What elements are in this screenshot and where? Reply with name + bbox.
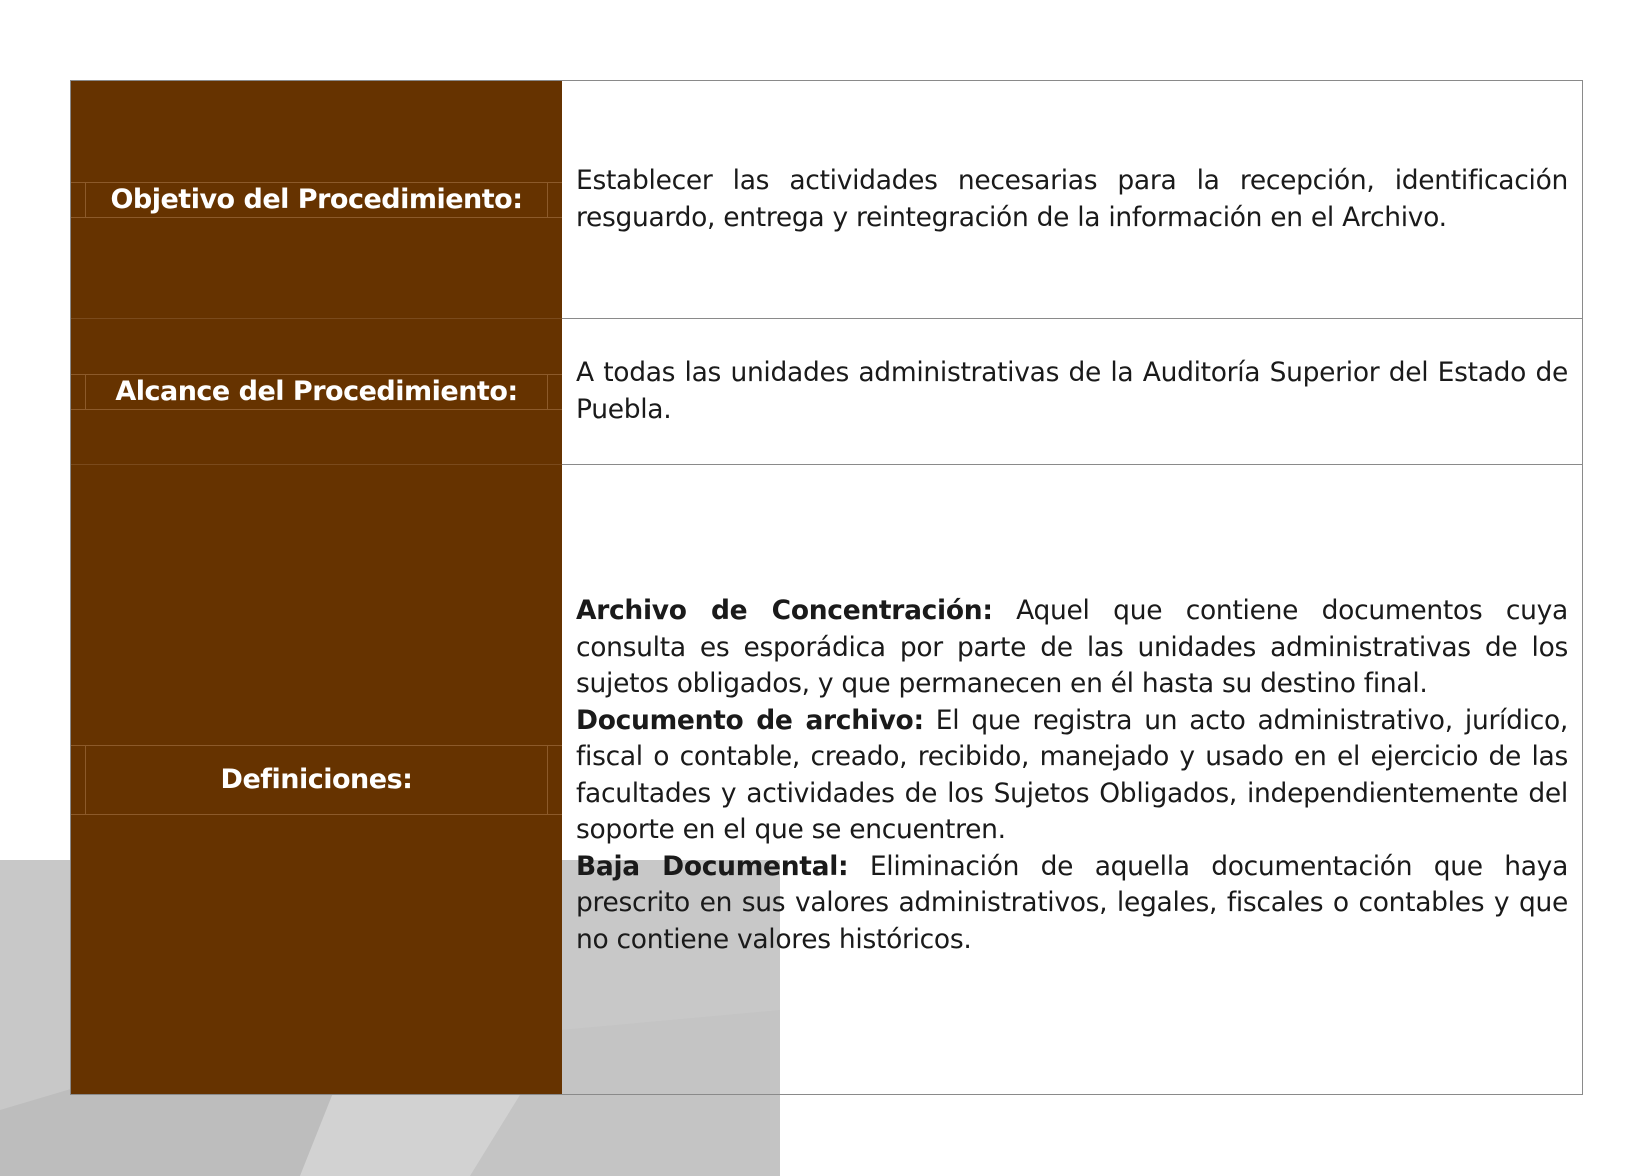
- procedure-table: [70, 80, 1583, 1095]
- definition-term: Documento de archivo:: [576, 704, 924, 736]
- definition-text: Aquel que contiene documentos cuya consulta es esporádica por parte de las unidades administrativas de los sujetos obligados, y que permanecen en él hasta su destino final.: [576, 595, 1568, 699]
- objetivo-text: Establecer las actividades necesarias para la recepción, identificación resguardo, entrega y reintegración de la información en el Archivo.: [576, 165, 1568, 233]
- definition-term: Archivo de Concentración:: [576, 595, 993, 626]
- definition-item: [576, 593, 1568, 703]
- content-cell-alcance: [562, 319, 1582, 465]
- content-cell-objetivo: [562, 81, 1582, 319]
- definition-item: [576, 703, 1568, 849]
- content-cell-definiciones: [562, 465, 1582, 1094]
- label-band: [71, 374, 562, 410]
- label-cell-definiciones: [71, 465, 562, 1094]
- label-objetivo: Objetivo del Procedimiento:: [110, 184, 523, 215]
- label-definiciones: Definiciones:: [220, 764, 413, 795]
- label-alcance: Alcance del Procedimiento:: [115, 376, 518, 407]
- label-cell-objetivo: [71, 81, 562, 319]
- definitions-list: [576, 593, 1568, 958]
- definition-text: Eliminación de aquella documentación que haya prescrito en sus valores administrativos, legales, fiscales o contables y que no contiene valores históricos.: [576, 850, 1569, 955]
- alcance-text: A todas las unidades administrativas de la Auditoría Superior del Estado de Puebla.: [576, 357, 1568, 425]
- label-cell-alcance: [71, 319, 562, 465]
- definition-term: Baja Documental:: [576, 850, 849, 882]
- label-band: [71, 182, 562, 218]
- definition-item: [576, 849, 1568, 959]
- label-band: [71, 745, 562, 815]
- definition-text: El que registra un acto administrativo, jurídico, fiscal o contable, creado, recibido, manejado y usado en el ejercicio de las facultades y actividades de los Sujetos Obligados, independientemente del soporte en el que se encuentren.: [576, 704, 1568, 845]
